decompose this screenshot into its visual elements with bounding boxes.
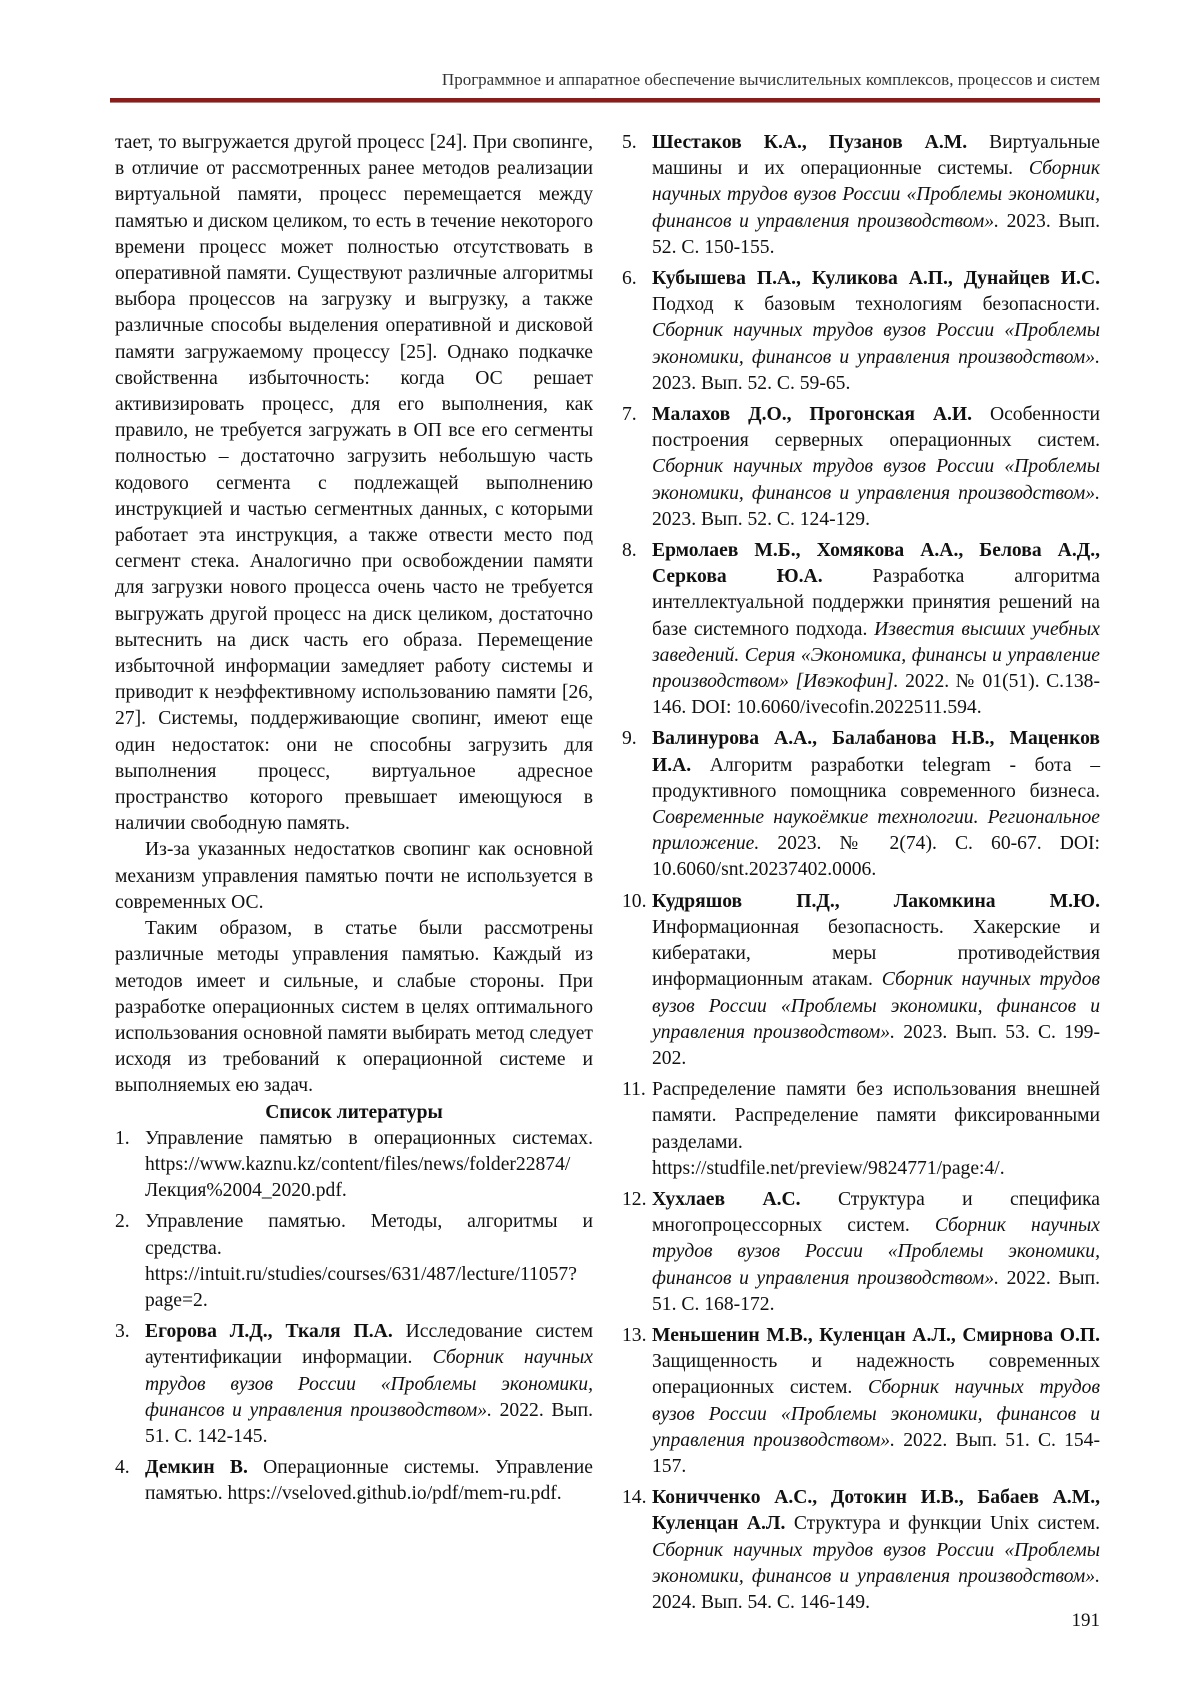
reference-tail: 2023. № 2(74). С. 60-67. DOI: 10.6060/snt.20237402.0006. — [652, 833, 1100, 881]
reference-tail: 2022. № 01(51). С.138-146. DOI: 10.6060/ivecofin.2022511.594. — [652, 671, 1100, 719]
reference-text: Исследование систем аутентификации информации. — [145, 1321, 594, 1369]
reference-number: 3. — [115, 1321, 130, 1343]
reference-tail: 2023. Вып. 52. С. 124-129. — [652, 508, 870, 530]
reference-source: Сборник научных трудов вузов России «Проблемы экономики, финансов и управления производством». — [652, 320, 1100, 368]
reference-number: 6. — [622, 268, 637, 290]
reference-number: 8. — [622, 540, 637, 562]
reference-item — [622, 726, 1100, 883]
reference-source: Сборник научных трудов вузов России «Проблемы экономики, финансов и управления производством». — [652, 456, 1100, 504]
reference-item — [622, 1485, 1100, 1616]
reference-authors: Хухлаев А.С. — [652, 1188, 801, 1210]
reference-text: Операционные системы. Управление памятью. https://vseloved.github.io/pdf/mem-ru.pdf. — [145, 1457, 593, 1505]
references-title: Список литературы — [265, 1101, 443, 1123]
reference-source: Сборник научных трудов вузов России «Проблемы экономики, финансов и управления производством». — [652, 1215, 1100, 1289]
body-paragraph: тает, то выгружается другой процесс [24]. При свопинге, в отличие от рассмотренных ранее методов реализации виртуальной памяти, процесс перемещается между памятью и диском целиком, то есть в течение некоторого времени процесс может полностью отсутствовать в оперативной памяти. Существуют различные алгоритмы выбора процессов на загрузку и выгрузку, а также различные способы выделения оперативной и дисковой памяти загружаемому процессу [25]. Однако подкачке свойственна избыточность: когда ОС решает активизировать процесс, для его выполнения, как правило, не требуется загружать в ОП все его сегменты полностью – достаточно загрузить небольшую часть кодового сегмента с подлежащей выполнению инструкцией и частью сегментных данных, с которыми работает эта инструкция, а также отвести место под сегмент стека. Аналогично при освобождении памяти для загрузки нового процесса очень часто не требуется выгружать другой процесс на диск целиком, достаточно вытеснить на диск часть его образа. Перемещение избыточной информации замедляет работу системы и приводит к неэффективному использованию памяти [26, 27]. Системы, поддерживающие свопинг, имеют еще один недостаток: они не способны загрузить для выполнения процесс, виртуальное адресное пространство которого превышает имеющуюся в наличии свободную память. — [115, 132, 593, 835]
reference-authors: Демкин В. — [145, 1457, 248, 1479]
reference-number: 4. — [115, 1457, 130, 1479]
reference-number: 9. — [622, 728, 637, 750]
reference-tail: 2022. Вып. 51. С. 168-172. — [652, 1267, 1100, 1315]
reference-text: Управление памятью. Методы, алгоритмы и средства. https://intuit.ru/studies/courses/631/487/lecture/11057?page=2. — [145, 1211, 593, 1311]
reference-number: 12. — [622, 1188, 647, 1210]
reference-item — [622, 402, 1100, 533]
reference-item — [622, 266, 1100, 397]
reference-item — [622, 1323, 1100, 1480]
reference-number: 10. — [622, 890, 647, 912]
reference-number: 14. — [622, 1487, 647, 1509]
reference-text: Особенности построения серверных операционных систем. — [652, 404, 1101, 452]
reference-list-continued — [622, 130, 1100, 1616]
reference-tail: 2022. Вып. 51. С. 142-145. — [145, 1399, 593, 1447]
reference-item — [622, 538, 1100, 721]
reference-item — [622, 1187, 1100, 1318]
reference-authors: Шестаков К.А., Пузанов А.М. — [652, 132, 968, 153]
right-column — [622, 130, 1100, 1621]
reference-item — [622, 889, 1100, 1072]
left-column — [115, 130, 593, 1513]
reference-source: Сборник научных трудов вузов России «Проблемы экономики, финансов и управления производством». — [652, 969, 1100, 1043]
reference-list — [115, 1126, 593, 1508]
reference-authors: Коничченко А.С., Дотокин И.В., Бабаев А.М., Куленцан А.Л. — [652, 1487, 1100, 1535]
reference-item — [115, 1209, 593, 1314]
reference-authors: Егорова Л.Д., Ткаля П.А. — [145, 1321, 393, 1343]
reference-source: Современные наукоёмкие технологии. Региональное приложение. — [652, 807, 1100, 855]
reference-source: Известия высших учебных заведений. Серия «Экономика, финансы и управление производством» [Ивэкофин]. — [652, 618, 1100, 693]
reference-number: 11. — [622, 1079, 646, 1101]
reference-tail: 2023. Вып. 53. С. 199-202. — [652, 1021, 1101, 1069]
reference-text: Распределение памяти без использования внешней памяти. Распределение памяти фиксированными разделами. https://studfile.net/preview/9824771/page:4/. — [652, 1079, 1100, 1179]
reference-number: 5. — [622, 132, 637, 153]
reference-tail: 2023. Вып. 52. С. 59-65. — [652, 372, 851, 394]
body-paragraph: Из-за указанных недостатков свопинг как основной механизм управления памятью почти не используется в современных ОС. — [115, 839, 593, 913]
header-rule — [110, 98, 1100, 103]
reference-item — [115, 1319, 593, 1450]
reference-number: 13. — [622, 1324, 647, 1346]
reference-authors: Кудряшов П.Д., Лакомкина М.Ю. — [652, 890, 1100, 912]
reference-source: Сборник научных трудов вузов России «Проблемы экономики, финансов и управления производством». — [145, 1347, 593, 1421]
reference-text: Защищенность и надежность современных операционных систем. — [652, 1351, 1100, 1399]
reference-text: Подход к базовым технологиям безопасности. — [652, 294, 1100, 316]
page-number: 191 — [1071, 1610, 1100, 1631]
reference-number: 2. — [115, 1211, 130, 1233]
reference-text: Структура и специфика многопроцессорных систем. — [652, 1188, 1100, 1237]
reference-authors: Кубышева П.А., Куликова А.П., Дунайцев И.С. — [652, 268, 1100, 290]
reference-text: Разработка алгоритма интеллектуальной поддержки принятия решений на базе системного подхода. — [652, 566, 1101, 640]
reference-text: Алгоритм разработки telegram - бота – продуктивного помощника современного бизнеса. — [652, 754, 1100, 802]
reference-text: Структура и функции Unix систем. — [785, 1513, 1101, 1535]
reference-text: Информационная безопасность. Хакерские и кибератаки, меры противодействия информационным атакам. — [652, 916, 1100, 991]
reference-item — [622, 1077, 1100, 1182]
reference-authors: Малахов Д.О., Прогонская А.И. — [652, 404, 973, 426]
body-paragraph: Таким образом, в статье были рассмотрены различные методы управления памятью. Каждый из методов имеет и сильные, и слабые стороны. При разработке операционных систем в целях оптимального использования основной памяти выбирать метод следует исходя из требований к операционной системе и выполняемых ею задач. — [115, 918, 593, 1097]
reference-text: Виртуальные машины и их операционные системы. — [652, 132, 1100, 180]
running-title: Программное и аппаратное обеспечение вычислительных комплексов, процессов и систем — [441, 70, 1100, 89]
reference-tail: 2024. Вып. 54. С. 146-149. — [652, 1591, 870, 1613]
reference-tail: 2022. Вып. 51. С. 154-157. — [652, 1429, 1101, 1477]
reference-item — [115, 1455, 593, 1507]
reference-authors: Валинурова А.А., Балабанова Н.В., Маценков И.А. — [652, 728, 1100, 776]
reference-number: 1. — [115, 1127, 130, 1149]
reference-text: Управление памятью в операционных системах. https://www.kaznu.kz/content/files/news/folder22874/Лекция%2004_2020.pdf. — [145, 1127, 593, 1202]
reference-item — [115, 1126, 593, 1205]
reference-tail: 2023. Вып. 52. С. 150-155. — [652, 210, 1100, 258]
reference-authors: Меньшенин М.В., Куленцан А.Л., Смирнова О.П. — [652, 1324, 1100, 1346]
reference-source: Сборник научных трудов вузов России «Проблемы экономики, финансов и управления производством». — [652, 158, 1100, 232]
reference-number: 7. — [622, 404, 637, 426]
reference-authors: Ермолаев М.Б., Хомякова А.А., Белова А.Д., Серкова Ю.А. — [652, 540, 1100, 588]
reference-source: Сборник научных трудов вузов России «Проблемы экономики, финансов и управления производством». — [652, 1377, 1100, 1451]
reference-source: Сборник научных трудов вузов России «Проблемы экономики, финансов и управления производством». — [652, 1539, 1100, 1587]
reference-item — [622, 130, 1100, 261]
